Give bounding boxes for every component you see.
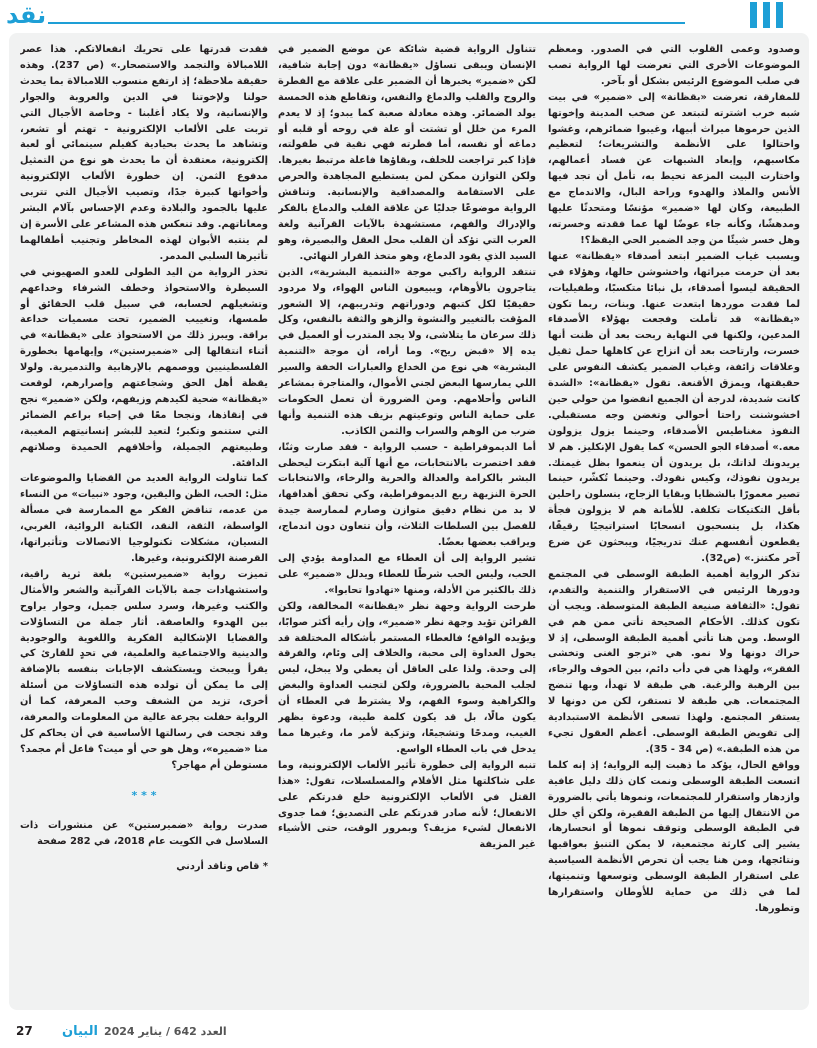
paragraph: للمفارقة، تعرضت «بقظانة» إلى «ضمير» في بيت شبه خرب اشترته لتبتعد عن صخب المدينة وإخوتها الذين حرموها ميراث أبيها، وغيبوا ضمائرهم، وغشوا واحتالوا على الأنظمة والتشريعات؛ لتعظيم مكاسبهم، وإبعاد الشبهات عن فساد أعمالهم، واختارت البيت المزعة تحيط به، تأمل أن تجد فيها الأنس والملاذ والهدوء وراحة البال، والاندماج مع الطبيعة، وكان لها «ضمير» مؤنسًا ومتحدثًا عليها ومدهشًا، وكأنه جاء عوضًا لها عما فقدته وخسرته، وهل خسر شيئًا من وجد الضمير الحي اليقظ؟! <box>548 91 800 246</box>
paragraph: تميزت رواية «ضميرستين» بلغة ثرية راقية، واستشهادات جمة بالآيات القرآنية والشعر والأمثال والكتب وغيرها، وسرد سلس جميل، وحوار يراوح بين الهدوء والعاصفة. أثار جملة من التساؤلات والقضايا الإشكالية الفكرية واللغوية والوجودية والدينية والاجتماعية والعلمية، في تحدٍ للقارئ كي يقرأ ويبحث ويستكشف الإجابات بنفسه بالإضافة إلى ما يمكن أن تولده هذه التساؤلات من أسئلة أخرى، تزيد من الشغف وحب المعرفة، كما أن الرواية حفلت بجرعة عالية من المعلومات والمعرفة، وقد نجحت في رسالتها الأساسية في أن يحاكم كل منا «ضميره»، وهل هو حي أو ميت؟ فاعل أم مجمد؟ مستوطن أم مهاجر؟ <box>20 568 268 771</box>
author-note: * قاص وناقد أردني <box>176 861 268 873</box>
paragraph: كما تناولت الرواية العديد من القضايا والموضوعات مثل: الحب، الظن واليقين، وجود «نبيات» من النساء من عدمه، تناقض الفكر مع الممارسة في مسألة الواسطة، الثقة، النقد، الكتابة الروائية، الغربي، النسيان، مشكلات تكنولوجيا الاتصالات وتأثيراتها، القرصنة الإلكترونية، وغيرها. <box>20 473 268 564</box>
footer-brand <box>62 1024 227 1039</box>
paragraph: تشير الرواية إلى أن العطاء مع المداومة يؤدي إلى الحب، وليس الحب شرطًا للعطاء ويدلل «ضمير» على ذلك بالكثير من الأدلة، ومنها «تهادوا تحابوا». <box>278 553 536 596</box>
publication-note: صدرت رواية «ضميرستين» عن منشورات ذات السلاسل في الكويت عام 2018، في 282 صفحة <box>20 819 268 847</box>
section-separator: * * * <box>131 788 157 802</box>
header-bars <box>750 2 783 28</box>
paragraph: تذكر الرواية أهمية الطبقة الوسطى في المجتمع ودورها الرئيس في الاستقرار والتنمية والتقدم، تقول: «الثقافة صنيعة الطبقة المتوسطة. ويجب أن تكون كذلك. الأحكام الصحيحة تأتي ممن هم في الوسط. ومن هنا تأتي أهمية الطبقة الوسطى، إذ لا حراك دونها ولا نمو. هي «ترجو الغنى وتخشى الفقر»، ولهذا هي في دأب دائم، بين الخوف والرجاء، بين الرهبة والرغبة. هي طبقة لا تهدأ، وبها تنضج المجتمعات. هي طبقة لا تستقر، لكن من دونها لا يستقر المجتمع. ولهذا تسعى الأنظمة الاستبدادية إلى تقويض الطبقة الوسطى. أعظم العقول تجيء من هذه الطبقة.» (ص 34 - 35). <box>548 568 800 755</box>
paragraph: ويسبب غياب الضمير ابتعد أصدقاء «يقظانة» عنها بعد أن حرمت ميراثها، واخشوشن حالها، وهؤلاء في الحقيقة ليسوا أصدقاء، بل نبائا متكسبًا، وطفيليات، لما فقدت موردها ابتعدت عنها. وبنات، ربما تكون «يقظانة» قد تأملت وفجعت بهؤلاء الأصدقاء المدعين، ولكنها في النهاية ربحت بعد أن ظنت أنها خسرت، وارتاحت بعد أن انزاح عن كاهلها حمل ثقيل وعلاقات زائفة، وغياب الضمير يكشف النفوس على حقيقتها، ويمزق الأقنعة. تقول «يقظانة»: «الشدة كانت شديدة، لدرجة أن الجميع انفضوا من حولي حين اخشوشنت راحتا أحوالي وتغضن وجه مستقبلي. النفوذ مغناطيس الأصدقاء، وحينما يزول يزولون معه.» أصدقاء الجو الحسن» كما يقول الإنكليز. هم لا يريدونك لذاتك، بل يريدون أن ينعموا بظل غيمتك. يريدون نفوذك، وكيس نقودك. وحينما تُكشّر، حينما تصير معمورًا بالشظايا وبقايا الزجاج، ينسلون راحلين بأقل التكتيكات تكلفة. للأمانة هم لا يزولون فجأة هكذا، بل ينسحبون انسحابًا استراتيجيًا رقيقًا، يقطعون أنفسهم عنك تدريجيًا، ويبحثون عن ضرع آخر مكتنز.» (ص32). <box>548 250 800 564</box>
paragraph: وواقع الحال، يؤكد ما ذهبت إليه الرواية؛ إذ إنه كلما اتسعت الطبقة الوسطى ونمت كان ذلك دليل عافية وازدهار واستقرار للمجتمعات، ونموها يأتي بالضرورة من الانتقال إليها من الطبقة الفقيرة، ولكن أي خلل في الطبقة الوسطى وتوقف نموها أو انحسارها، يشير إلى كارثة مجتمعية، لا يمكن التنبؤ بعواقبها ونتائجها، ومن هنا يجب أن تحرص الأنظمة السياسية على استقرار الطبقة الوسطى وتوسعها وتنميتها، لما في ذلك من حماية للأوطان واستقرارها وتطورها. <box>548 759 800 914</box>
paragraph: تتناول الرواية قضية شائكة عن موضع الضمير في الإنسان ويبقى تساؤل «يقظانة» دون إجابة شافية، لكن «ضمير» يخبرها أن الضمير على علاقة مع الفطرة والروح والقلب والدماغ والنفس، وتقاطع هذه الخمسة يولد الضمائر. وهذه معادلة صعبة كما يبدو؛ إذ لا يعدم المرء من خلل أو تشتت أو علة في روحه أو قلبه أو دماغه أو نفسه، أما فطرته فهي نقية في طفولته، فإذا كبر تراجعت للخلف، وبقاؤها فاعلة مرتبط بغيرها. ولكن التوازن ممكن لمن يستطيع المجاهدة والحرص على الاستقامة والمصداقية والإنسانية. وتناقش الرواية موضوعًا جدليًا عن علاقة القلب والدماغ بالفكر والإدراك والفهم، مستشهدة بالآيات القرآنية ولغة العرب التي تؤكد أن القلب محل العقل والبصيرة، وهو السيد الذي يقود الدماغ، وهو متخذ القرار النهائي. <box>278 44 536 262</box>
page-number: 27 <box>16 1024 33 1038</box>
paragraph: تنبه الرواية إلى خطورة تأثير الألعاب الإلكترونية، وما على شاكلتها مثل الأفلام والمسلسلات، تقول: «هذا القتل في الألعاب الإلكترونية خلع قدرتكم على الانفعال؛ لأنه صادر قدرتكم على التصديق؛ فما جدوى الانفعال لشيء مزيف؟ وبمرور الوقت، حتى الأشياء غير المزيفة <box>278 759 536 851</box>
article-column-right <box>548 42 800 1002</box>
paragraph: أما الديموقراطية - حسب الرواية - فقد صارت وثنًا، فقد اختصرت بالانتخابات، مع أنها آلية ابتكرت ليحظى البشر بالكرامة والعدالة والحرية والرخاء، والانتخابات الحرة النزيهة ربع الديموقراطية، وكي تحقق أهدافها، لا بد من نظام دقيق متوازن وصارم لممارسة جيدة للفصل بين السلطات الثلاث، وأن تتعاون دون اندماج، ويراقب بعضها بعضًا. <box>278 441 536 549</box>
issue-info: العدد 642 / يناير 2024 <box>103 1025 227 1038</box>
magazine-logo: البيان <box>62 1024 98 1039</box>
paragraph: تحذر الرواية من اليد الطولى للعدو الصهيوني في السيطرة والاستحواذ وخطف الشرفاء وخداعهم وتشغيلهم لحسابه، في سبيل قلب الحقائق أو طمسها، وتغييب الضمير، تحت مسميات خداعة براقة. ويبرز ذلك من الاستحواذ على «يقظانة» في أثناء انتقالها إلى «ضميرستين»، وإيهامها بخطورة الفلسطينيين ووصمهم بالإرهابية والتدميرية. ولولا يقظة أهل الحق وشجاعتهم وإصرارهم، لوقعت «يقظانة» ضحية لكيدهم وزيفهم، ولكن «ضمير» نجح في إنقاذها، ونجحا معًا في إحياء براعم الضمائر التي ستنمو وتكبر؛ لتعيد للبشر إنسانيتهم المغيبة، وطبيعتهم الجميلة، وأخلاقهم الحميدة وصلاتهم الدافئة. <box>20 266 268 469</box>
paragraph: طرحت الرواية وجهة نظر «يقظانة» المخالفة، ولكن القرائن تؤيد وجهة نظر «ضمير»، وإن رأيه أكثر صوابًا، ويؤيده الواقع؛ فالعطاء المستمر بأشكاله المختلفة قد يحول العداوة إلى محبة، والخلاف إلى وئام، والفرقة إلى وحدة. ولذا على العاقل أن يعطي ولا يبخل، ليس لجلب المحبة بالضرورة، ولكن لتجنب العداوة والبغض والكراهية وسوء الفهم، ولا يشترط في العطاء أن يكون مالًا، بل قد يكون كلمة طيبة، ودعوة بظهر الغيب، ومدحًا وتشجيعًا، وتزكية لأمر ما، وغيرها مما يدخل في باب العطاء الواسع. <box>278 600 536 755</box>
header-rule <box>48 22 685 24</box>
section-title: نقد <box>6 1 47 29</box>
paragraph: وصدود وعمى القلوب التي في الصدور. ومعظم الموضوعات الأخرى التي تعرضت لها الرواية تصب في صلب الموضوع الرئيس بشكل أو بآخر. <box>548 44 800 87</box>
article-column-middle <box>278 42 536 1002</box>
page-footer <box>10 1020 793 1044</box>
article-column-left <box>20 42 268 1002</box>
paragraph: تنتقد الرواية راكبي موجة «التنمية البشرية»، الذين يتاجرون بالأوهام، ويبيعون الناس الهواء، ولا مردود حقيقيًا لكل كتبهم ودوراتهم وتدريبهم، إلا الشعور المؤقت بالتغيير والنشوة والزهو والثقة بالنفس، وكل ذلك سرعان ما يتلاشى، ولا يجد المتدرب أو العميل في يده إلا «قبض ريح». وما أراه، أن موجة «التنمية البشرية» هي نوع من الخداع والعبارات الخفة والسير اللي يمارسها البعض لجني الأموال، والمتاجرة بمشاعر الناس وأحلامهم. ومن الضرورة أن تعمل الحكومات على حماية الناس وتوعيتهم بزيف هذه التنمية وأنها ضرب من الوهم والسراب والثمن الكاذب. <box>278 266 536 437</box>
paragraph: فقدت قدرتها على تحريك انفعالاتكم. هذا عصر اللامبالاة والتجمد والاستصحار.» (ص 237). وهذه حقيقة ملاحظة؛ إذ ارتفع منسوب اللامبالاة بما يحدث حولنا ولإخوتنا في الدين والعروبة والجوار والإنسانية، ولا يكاد أغلبنا - وخاصة الأجيال التي تربت على الألعاب الإلكترونية - تهتم أو تشعر، وتشاهد ما يحدث بحيادية كفيلم سينمائي أو لعبة إلكترونية، معتقدة أن ما يحدث هو نوع من التمثيل مدفوع الثمن. إن خطورة الألعاب الإلكترونية وأخواتها كبيرة جدًا، وتصيب الأجيال التي تتربى عليها بالجمود والبلادة وعدم الإحساس بآلام البشر ومعاناتهم. وقد تنعكس هذه المشاعر على الأسرة إن لم ينتبه الأبوان لهذه المخاطر وتجنيب أطفالهما تأثيرها السلبي المدمر. <box>20 44 268 262</box>
